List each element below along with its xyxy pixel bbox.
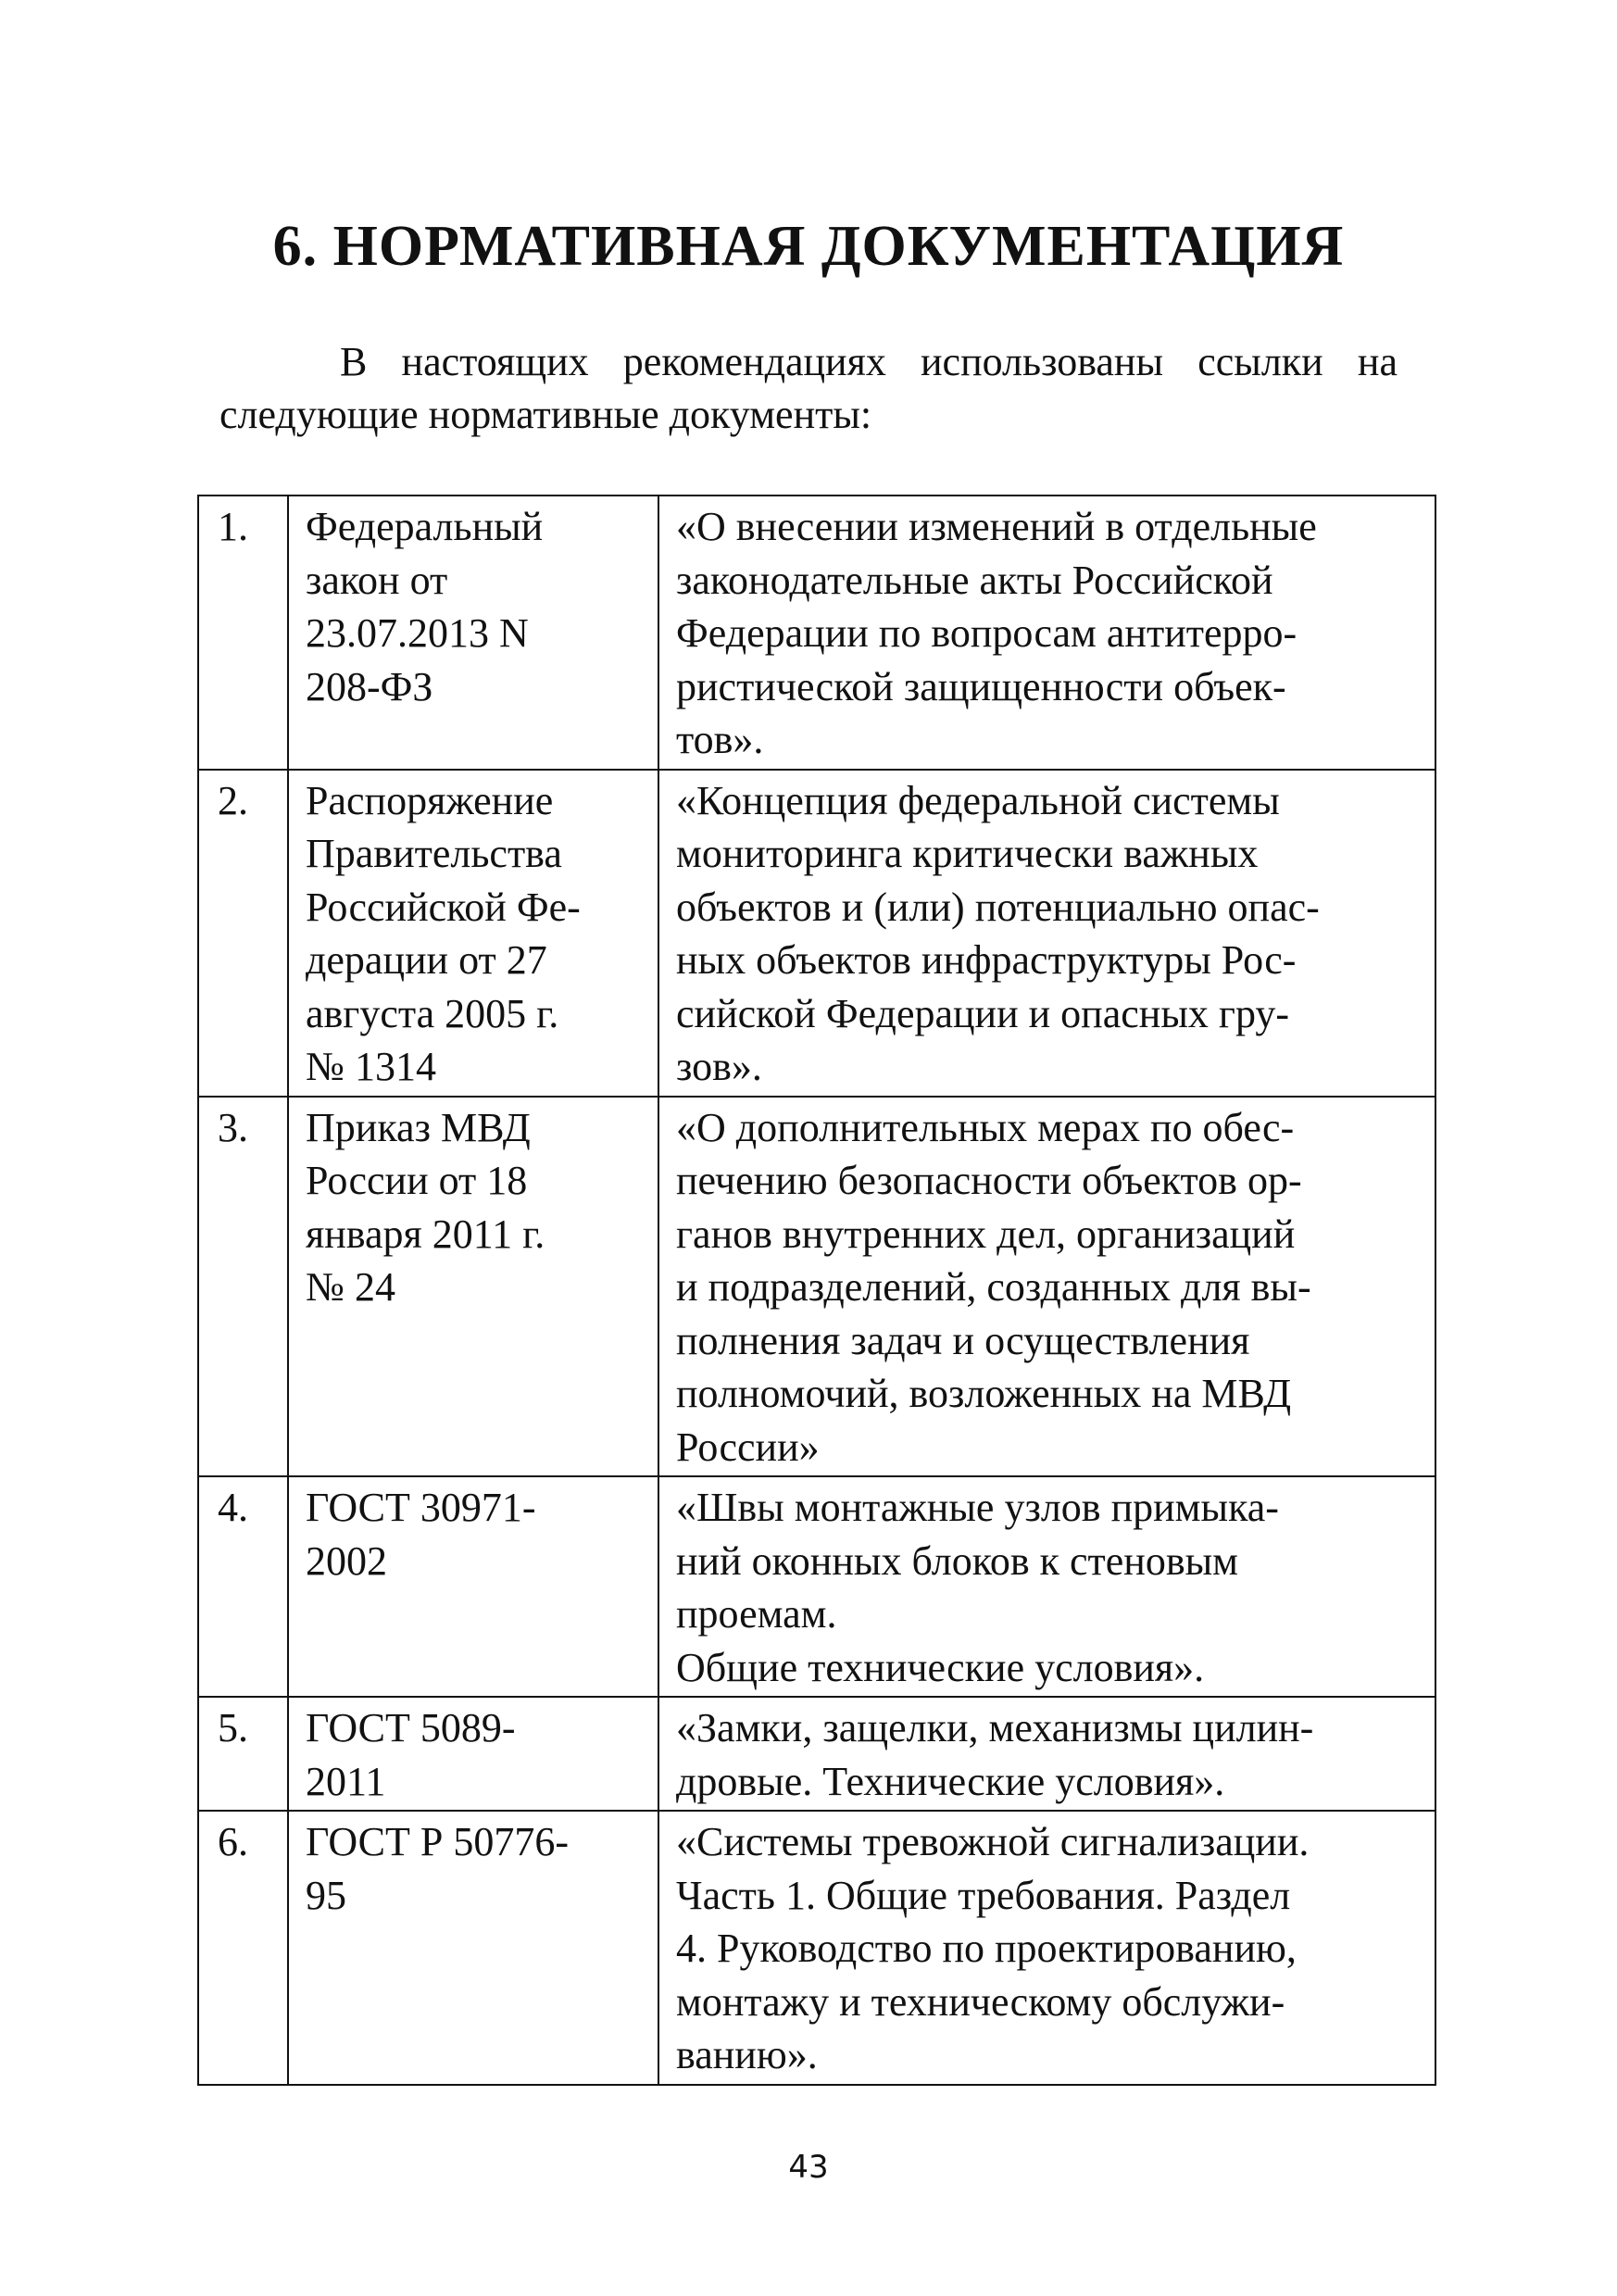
document-title: «Системы тревожной сигнализации. Часть 1. Общие требования. Раздел 4. Руководство по проектированию, монтажу и техническому обслужи- ванию». — [658, 1811, 1435, 2085]
references-table — [197, 495, 1436, 2086]
document-reference: Федеральный закон от 23.07.2013 N 208-ФЗ — [288, 496, 658, 770]
section-heading: 6. НОРМАТИВНАЯ ДОКУМЕНТАЦИЯ — [272, 215, 1345, 278]
document-title: «Швы монтажные узлов примыка- ний оконных блоков к стеновым проемам. Общие технические условия». — [658, 1476, 1435, 1697]
table-row — [198, 1097, 1435, 1477]
intro-paragraph: В настоящих рекомендациях использованы ссылки на следующие нормативные документы: — [219, 339, 1398, 437]
document-reference: Распоряжение Правительства Российской Фе- дерации от 27 августа 2005 г. № 1314 — [288, 770, 658, 1097]
row-number: 2. — [198, 770, 288, 1097]
document-title: «О дополнительных мерах по обес- печению безопасности объектов ор- ганов внутренних дел, организаций и подразделений, созданных для вы- полнения задач и осуществления полномочий, возложенных на МВД России» — [658, 1097, 1435, 1477]
table-row — [198, 496, 1435, 770]
document-reference: ГОСТ Р 50776- 95 — [288, 1811, 658, 2085]
document-title: «Концепция федеральной системы мониторинга критически важных объектов и (или) потенциально опас- ных объектов инфраструктуры Рос- сийской Федерации и опасных гру- зов». — [658, 770, 1435, 1097]
table-row — [198, 1697, 1435, 1811]
table-row — [198, 1476, 1435, 1697]
document-reference: ГОСТ 30971- 2002 — [288, 1476, 658, 1697]
row-number: 1. — [198, 496, 288, 770]
row-number: 4. — [198, 1476, 288, 1697]
row-number: 3. — [198, 1097, 288, 1477]
page-number: 43 — [788, 2149, 829, 2186]
document-reference: Приказ МВД России от 18 января 2011 г. № 24 — [288, 1097, 658, 1477]
table-row — [198, 770, 1435, 1097]
table-row — [198, 1811, 1435, 2085]
document-reference: ГОСТ 5089- 2011 — [288, 1697, 658, 1811]
document-title: «О внесении изменений в отдельные законодательные акты Российской Федерации по вопросам антитерро- ристической защищенности объек- тов». — [658, 496, 1435, 770]
row-number: 5. — [198, 1697, 288, 1811]
document-title: «Замки, защелки, механизмы цилин- дровые. Технические условия». — [658, 1697, 1435, 1811]
row-number: 6. — [198, 1811, 288, 2085]
